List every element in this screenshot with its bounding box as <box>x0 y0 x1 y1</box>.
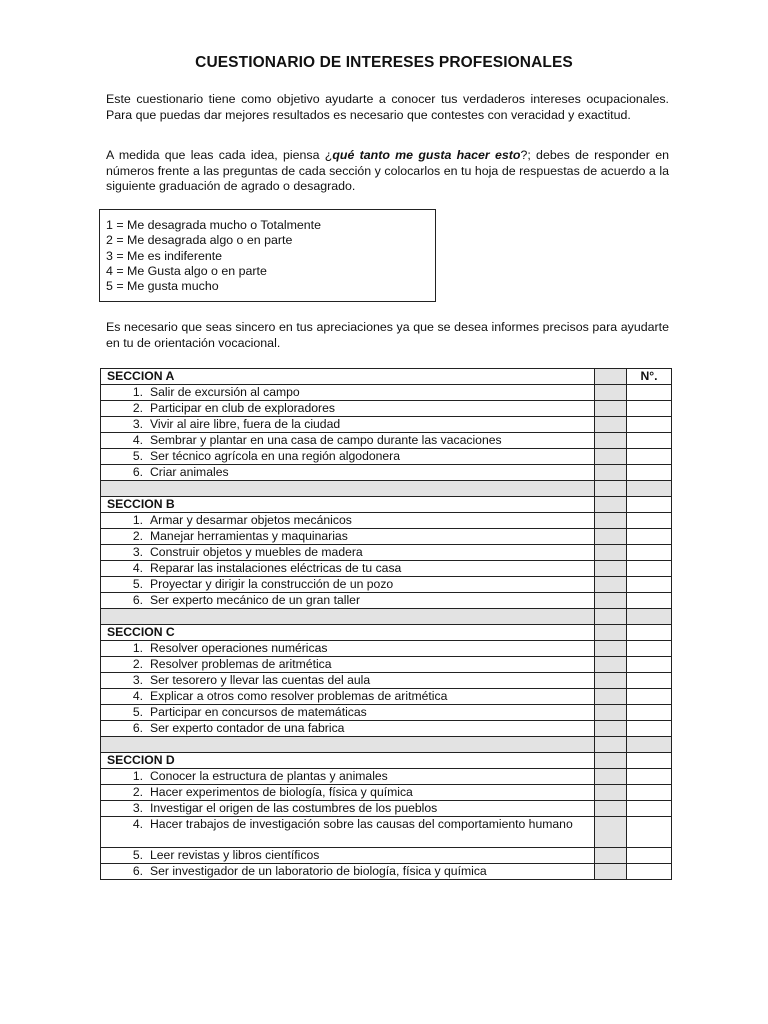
question-number: 3. <box>132 801 143 815</box>
question-number: 5. <box>132 577 143 591</box>
question-row <box>101 848 672 864</box>
question-cell <box>101 641 595 657</box>
scale-item-2: 2 = Me desagrada algo o en parte <box>106 233 293 248</box>
questionnaire-table <box>100 368 672 880</box>
shaded-cell <box>595 817 627 848</box>
question-row <box>101 864 672 880</box>
question-number: 3. <box>132 673 143 687</box>
question-text: Resolver problemas de aritmética <box>150 657 332 671</box>
shaded-cell <box>595 593 627 609</box>
shaded-cell <box>595 673 627 689</box>
shaded-cell <box>595 721 627 737</box>
question-number: 1. <box>132 769 143 783</box>
separator-cell <box>595 737 627 753</box>
shaded-cell <box>595 385 627 401</box>
question-number: 4. <box>132 817 143 831</box>
question-number: 1. <box>132 513 143 527</box>
answer-cell[interactable] <box>627 673 672 689</box>
question-number: 5. <box>132 705 143 719</box>
separator-cell <box>101 609 595 625</box>
shaded-cell <box>595 513 627 529</box>
separator-cell <box>595 609 627 625</box>
question-text: Sembrar y plantar en una casa de campo durante las vacaciones <box>150 433 502 447</box>
question-cell <box>101 864 595 880</box>
question-text: Reparar las instalaciones eléctricas de tu casa <box>150 561 402 575</box>
answer-cell[interactable] <box>627 785 672 801</box>
question-cell <box>101 593 595 609</box>
section-title: SECCION C <box>101 625 595 641</box>
separator-cell <box>101 481 595 497</box>
intro-paragraph: Este cuestionario tiene como objetivo ayudarte a conocer tus verdaderos intereses ocupacionales. Para que puedas dar mejores resultados es necesario que contestes con veracidad y exactitud. <box>106 92 669 122</box>
question-number: 5. <box>132 848 143 862</box>
question-number: 3. <box>132 417 143 431</box>
shaded-cell <box>595 785 627 801</box>
question-number: 6. <box>132 864 143 878</box>
answer-cell[interactable] <box>627 385 672 401</box>
question-cell <box>101 689 595 705</box>
question-row <box>101 641 672 657</box>
question-row <box>101 561 672 577</box>
question-number: 1. <box>132 641 143 655</box>
instructions-text-after: ?; debes de responder en números frente a las preguntas de cada sección y colocarlos en tu hoja de respuestas de acuerdo a la siguiente graduación de agrado o desagrado. <box>106 148 669 193</box>
instructions-emphasis: qué tanto me gusta hacer esto <box>332 148 521 162</box>
question-text: Participar en concursos de matemáticas <box>150 705 367 719</box>
answer-cell[interactable] <box>627 817 672 848</box>
question-cell <box>101 545 595 561</box>
question-row <box>101 817 672 848</box>
scale-item-5: 5 = Me gusta mucho <box>106 279 219 294</box>
answer-cell[interactable] <box>627 801 672 817</box>
answer-cell[interactable] <box>627 657 672 673</box>
question-text: Hacer experimentos de biología, física y química <box>150 785 413 799</box>
question-text: Investigar el origen de las costumbres de los pueblos <box>150 801 438 815</box>
question-number: 6. <box>132 465 143 479</box>
question-text: Vivir al aire libre, fuera de la ciudad <box>150 417 341 431</box>
question-number: 6. <box>132 593 143 607</box>
instructions-text-before: A medida que leas cada idea, piensa ¿ <box>106 148 333 162</box>
question-text: Salir de excursión al campo <box>150 385 300 399</box>
question-number: 4. <box>132 433 143 447</box>
scale-item-1: 1 = Me desagrada mucho o Totalmente <box>106 218 322 232</box>
shaded-cell <box>595 465 627 481</box>
question-text: Proyectar y dirigir la construcción de un pozo <box>150 577 394 591</box>
question-text: Leer revistas y libros científicos <box>150 848 320 862</box>
section-title: SECCION D <box>101 753 595 769</box>
shaded-cell <box>595 801 627 817</box>
answer-cell[interactable] <box>627 449 672 465</box>
shaded-cell <box>595 848 627 864</box>
question-cell <box>101 401 595 417</box>
question-number: 2. <box>132 401 143 415</box>
question-row <box>101 785 672 801</box>
question-text: Ser técnico agrícola en una región algodonera <box>150 449 401 463</box>
shaded-cell <box>595 433 627 449</box>
question-row <box>101 593 672 609</box>
question-row <box>101 673 672 689</box>
question-text: Participar en club de exploradores <box>150 401 335 415</box>
question-number: 6. <box>132 721 143 735</box>
question-text: Explicar a otros como resolver problemas de aritmética <box>150 689 448 703</box>
question-text: Ser experto contador de una fabrica <box>150 721 345 735</box>
answer-cell[interactable] <box>627 641 672 657</box>
separator-cell <box>627 737 672 753</box>
question-cell <box>101 433 595 449</box>
section-header-row <box>101 625 672 641</box>
shaded-cell <box>595 497 627 513</box>
answer-cell[interactable] <box>627 465 672 481</box>
question-row <box>101 449 672 465</box>
section-separator-row <box>101 737 672 753</box>
question-number: 2. <box>132 785 143 799</box>
answer-cell[interactable] <box>627 401 672 417</box>
answer-cell[interactable] <box>627 753 672 769</box>
shaded-cell <box>595 401 627 417</box>
question-number: 2. <box>132 529 143 543</box>
shaded-cell <box>595 369 627 385</box>
question-row <box>101 705 672 721</box>
shaded-cell <box>595 577 627 593</box>
question-cell <box>101 417 595 433</box>
answer-cell[interactable] <box>627 513 672 529</box>
question-row <box>101 721 672 737</box>
question-cell <box>101 657 595 673</box>
shaded-cell <box>595 561 627 577</box>
answer-cell[interactable] <box>627 705 672 721</box>
question-text: Manejar herramientas y maquinarias <box>150 529 348 543</box>
answer-cell[interactable] <box>627 545 672 561</box>
answer-cell[interactable] <box>627 497 672 513</box>
separator-cell <box>627 609 672 625</box>
section-title: SECCION B <box>101 497 595 513</box>
question-number: 1. <box>132 385 143 399</box>
shaded-cell <box>595 689 627 705</box>
answer-cell[interactable] <box>627 577 672 593</box>
question-text: Hacer trabajos de investigación sobre las causas del comportamiento humano <box>150 817 573 831</box>
section-header-row <box>101 369 672 385</box>
closing-paragraph: Es necesario que seas sincero en tus apreciaciones ya que se desea informes precisos para ayudarte en tu de orientación vocacional. <box>106 320 669 350</box>
answer-cell[interactable] <box>627 848 672 864</box>
page-title: CUESTIONARIO DE INTERESES PROFESIONALES <box>195 54 573 71</box>
section-header-row <box>101 497 672 513</box>
question-cell <box>101 561 595 577</box>
question-text: Armar y desarmar objetos mecánicos <box>150 513 352 527</box>
question-row <box>101 689 672 705</box>
answer-cell[interactable] <box>627 864 672 880</box>
question-text: Ser experto mecánico de un gran taller <box>150 593 361 607</box>
answer-cell[interactable] <box>627 417 672 433</box>
question-text: Criar animales <box>150 465 229 479</box>
question-row <box>101 545 672 561</box>
question-cell <box>101 721 595 737</box>
question-row <box>101 769 672 785</box>
question-row <box>101 433 672 449</box>
answer-cell[interactable] <box>627 769 672 785</box>
shaded-cell <box>595 705 627 721</box>
question-number: 4. <box>132 561 143 575</box>
question-cell <box>101 769 595 785</box>
rating-scale-box <box>99 209 436 302</box>
question-row <box>101 385 672 401</box>
question-row <box>101 401 672 417</box>
answer-cell[interactable] <box>627 593 672 609</box>
shaded-cell <box>595 753 627 769</box>
answer-cell[interactable] <box>627 721 672 737</box>
question-cell <box>101 385 595 401</box>
question-number: 4. <box>132 689 143 703</box>
answer-cell[interactable] <box>627 561 672 577</box>
separator-cell <box>101 737 595 753</box>
question-cell <box>101 577 595 593</box>
question-cell <box>101 449 595 465</box>
question-text: Ser investigador de un laboratorio de biología, física y química <box>150 864 487 878</box>
answer-cell[interactable] <box>627 529 672 545</box>
section-separator-row <box>101 609 672 625</box>
question-number: 3. <box>132 545 143 559</box>
question-text: Ser tesorero y llevar las cuentas del aula <box>150 673 371 687</box>
question-cell <box>101 785 595 801</box>
question-text: Resolver operaciones numéricas <box>150 641 328 655</box>
question-cell <box>101 705 595 721</box>
answer-cell[interactable] <box>627 689 672 705</box>
scale-item-3: 3 = Me es indiferente <box>106 248 223 263</box>
question-text: Construir objetos y muebles de madera <box>150 545 363 559</box>
number-column-header: N°. <box>627 369 672 385</box>
shaded-cell <box>595 417 627 433</box>
question-cell <box>101 817 595 848</box>
shaded-cell <box>595 625 627 641</box>
question-row <box>101 465 672 481</box>
shaded-cell <box>595 864 627 880</box>
shaded-cell <box>595 641 627 657</box>
shaded-cell <box>595 529 627 545</box>
section-header-row <box>101 753 672 769</box>
question-row <box>101 513 672 529</box>
question-text: Conocer la estructura de plantas y animales <box>150 769 388 783</box>
shaded-cell <box>595 545 627 561</box>
question-number: 5. <box>132 449 143 463</box>
question-cell <box>101 848 595 864</box>
shaded-cell <box>595 657 627 673</box>
question-row <box>101 529 672 545</box>
scale-item-4: 4 = Me Gusta algo o en parte <box>106 263 267 278</box>
question-cell <box>101 465 595 481</box>
section-title: SECCION A <box>101 369 595 385</box>
separator-cell <box>595 481 627 497</box>
answer-cell[interactable] <box>627 433 672 449</box>
question-cell <box>101 673 595 689</box>
shaded-cell <box>595 449 627 465</box>
shaded-cell <box>595 769 627 785</box>
separator-cell <box>627 481 672 497</box>
question-row <box>101 577 672 593</box>
instructions-paragraph <box>106 148 669 195</box>
question-cell <box>101 529 595 545</box>
question-number: 2. <box>132 657 143 671</box>
answer-cell[interactable] <box>627 625 672 641</box>
question-cell <box>101 513 595 529</box>
question-row <box>101 657 672 673</box>
section-separator-row <box>101 481 672 497</box>
question-row <box>101 417 672 433</box>
question-row <box>101 801 672 817</box>
question-cell <box>101 801 595 817</box>
